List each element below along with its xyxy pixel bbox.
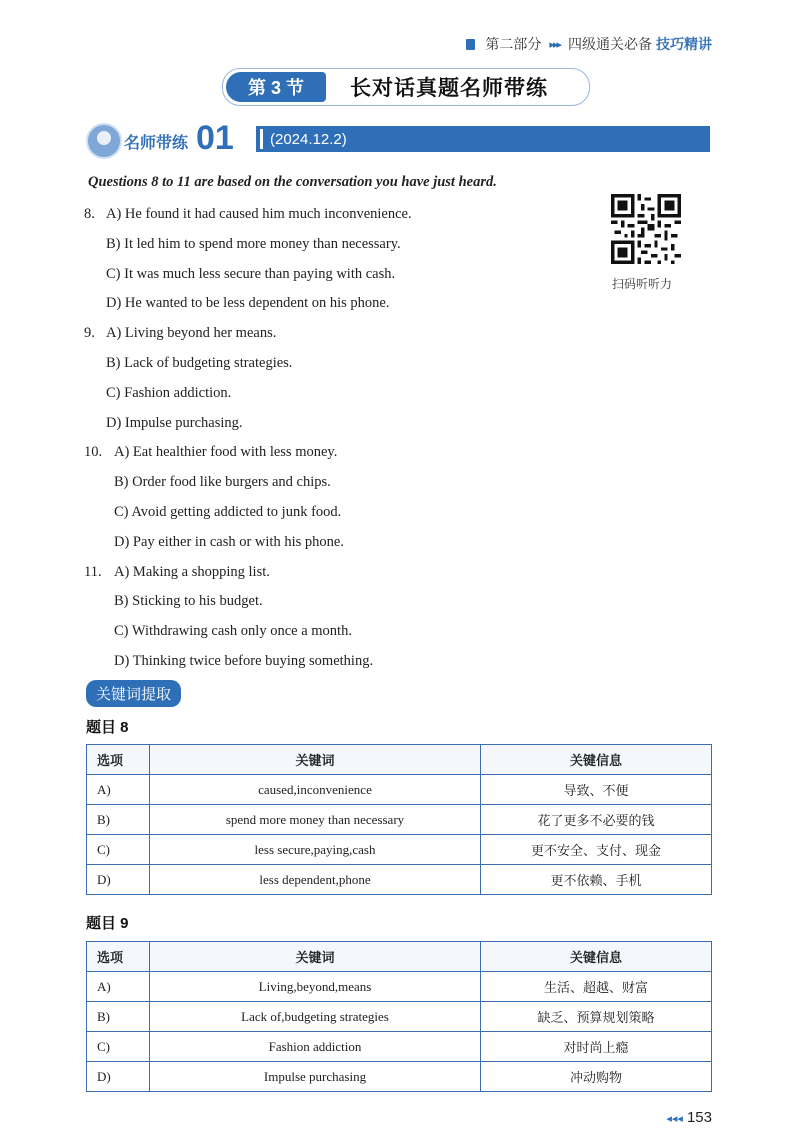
table-cell: B) bbox=[87, 805, 150, 835]
table-cell: Living,beyond,means bbox=[150, 972, 481, 1002]
section-tag: 第 3 节 bbox=[226, 72, 326, 102]
table-cell: D) bbox=[87, 865, 150, 895]
table-cell: 生活、超越、财富 bbox=[481, 972, 712, 1002]
option-row bbox=[84, 587, 604, 617]
option-text: B) Order food like burgers and chips. bbox=[114, 474, 331, 491]
table-8-title: 题目 8 bbox=[86, 719, 129, 736]
qr-code-icon bbox=[611, 194, 681, 264]
option-row bbox=[84, 379, 604, 409]
option-row bbox=[84, 438, 604, 468]
option-text: A) Making a shopping list. bbox=[114, 563, 270, 580]
option-text: B) It led him to spend more money than necessary. bbox=[106, 235, 401, 252]
qr-caption: 扫码听听力 bbox=[612, 277, 673, 291]
exercise-date: (2024.12.2) bbox=[270, 130, 347, 148]
table-row bbox=[87, 1062, 712, 1092]
option-text: C) It was much less secure than paying with cash. bbox=[106, 265, 396, 282]
option-text: B) Sticking to his budget. bbox=[114, 593, 263, 610]
option-text: C) Avoid getting addicted to junk food. bbox=[114, 503, 342, 520]
option-row bbox=[84, 289, 604, 319]
table-cell: B) bbox=[87, 1002, 150, 1032]
table-cell: C) bbox=[87, 835, 150, 865]
question-11 bbox=[84, 558, 604, 677]
option-text: D) Thinking twice before buying something. bbox=[114, 652, 374, 669]
option-row bbox=[84, 528, 604, 558]
option-row bbox=[84, 409, 604, 439]
table-cell: D) bbox=[87, 1062, 150, 1092]
exercise-label: 名师带练 bbox=[124, 135, 189, 152]
question-list bbox=[84, 200, 604, 677]
table-row bbox=[87, 1032, 712, 1062]
question-10 bbox=[84, 438, 604, 557]
section-title: 长对话真题名师带练 bbox=[350, 77, 549, 100]
teacher-avatar-icon bbox=[86, 123, 122, 159]
header-part: 第二部分 bbox=[485, 36, 542, 52]
exercise-date-bar bbox=[256, 126, 710, 152]
question-8 bbox=[84, 200, 604, 319]
book-icon bbox=[466, 39, 475, 50]
running-head bbox=[466, 34, 712, 54]
page-number bbox=[666, 1109, 712, 1126]
table-row bbox=[87, 775, 712, 805]
option-text: D) Impulse purchasing. bbox=[106, 414, 243, 431]
table-cell: 花了更多不必要的钱 bbox=[481, 805, 712, 835]
option-row bbox=[84, 647, 604, 677]
column-header: 关键信息 bbox=[481, 942, 712, 972]
question-number: 11. bbox=[84, 563, 102, 580]
option-text: D) He wanted to be less dependent on his phone. bbox=[106, 295, 390, 312]
table-header-row bbox=[87, 745, 712, 775]
header-accent: 技巧精讲 bbox=[656, 36, 712, 52]
option-row bbox=[84, 468, 604, 498]
column-header: 关键信息 bbox=[481, 745, 712, 775]
table-cell: 更不安全、支付、现金 bbox=[481, 835, 712, 865]
table-row bbox=[87, 865, 712, 895]
option-text: D) Pay either in cash or with his phone. bbox=[114, 533, 344, 550]
table-cell: spend more money than necessary bbox=[150, 805, 481, 835]
table-cell: Impulse purchasing bbox=[150, 1062, 481, 1092]
table-cell: 冲动购物 bbox=[481, 1062, 712, 1092]
option-row bbox=[84, 498, 604, 528]
section-banner bbox=[222, 68, 590, 106]
table-cell: Lack of,budgeting strategies bbox=[150, 1002, 481, 1032]
table-cell: caused,inconvenience bbox=[150, 775, 481, 805]
table-cell: less dependent,phone bbox=[150, 865, 481, 895]
option-text: C) Withdrawing cash only once a month. bbox=[114, 623, 352, 640]
keyword-table-8 bbox=[86, 744, 712, 895]
option-row bbox=[84, 200, 604, 230]
question-number: 9. bbox=[84, 325, 95, 342]
table-9-title: 题目 9 bbox=[86, 915, 129, 932]
option-row bbox=[84, 260, 604, 290]
table-row bbox=[87, 1002, 712, 1032]
option-text: B) Lack of budgeting strategies. bbox=[106, 354, 293, 371]
question-number: 10. bbox=[84, 444, 103, 461]
option-text: A) He found it had caused him much inconvenience. bbox=[106, 206, 412, 222]
table-cell: A) bbox=[87, 775, 150, 805]
table-cell: 更不依赖、手机 bbox=[481, 865, 712, 895]
option-row bbox=[84, 558, 604, 588]
option-row bbox=[84, 230, 604, 260]
option-text: A) Eat healthier food with less money. bbox=[114, 444, 338, 461]
table-cell: 对时尚上瘾 bbox=[481, 1032, 712, 1062]
option-row bbox=[84, 617, 604, 647]
column-header: 选项 bbox=[87, 942, 150, 972]
header-topic: 四级通关必备 bbox=[568, 36, 652, 52]
option-row bbox=[84, 349, 604, 379]
option-text: A) Living beyond her means. bbox=[106, 325, 277, 342]
question-9 bbox=[84, 319, 604, 438]
table-row bbox=[87, 805, 712, 835]
questions-intro: Questions 8 to 11 are based on the conversation you have just heard. bbox=[88, 174, 497, 190]
arrows-icon: ▸▸▸ bbox=[549, 38, 560, 51]
table-row bbox=[87, 972, 712, 1002]
table-header-row bbox=[87, 942, 712, 972]
option-row bbox=[84, 319, 604, 349]
table-cell: C) bbox=[87, 1032, 150, 1062]
option-text: C) Fashion addiction. bbox=[106, 384, 232, 401]
table-cell: 导致、不便 bbox=[481, 775, 712, 805]
exercise-number: 01 bbox=[196, 119, 234, 157]
column-header: 关键词 bbox=[150, 745, 481, 775]
exercise-header bbox=[86, 121, 710, 159]
table-cell: 缺乏、预算规划策略 bbox=[481, 1002, 712, 1032]
question-number: 8. bbox=[84, 206, 95, 222]
table-row bbox=[87, 835, 712, 865]
table-cell: Fashion addiction bbox=[150, 1032, 481, 1062]
column-header: 关键词 bbox=[150, 942, 481, 972]
column-header: 选项 bbox=[87, 745, 150, 775]
arrows-icon: ◂◂◂ bbox=[666, 1113, 683, 1125]
keyword-section-label: 关键词提取 bbox=[86, 680, 181, 707]
page-number-value: 153 bbox=[686, 1109, 712, 1126]
table-cell: A) bbox=[87, 972, 150, 1002]
table-cell: less secure,paying,cash bbox=[150, 835, 481, 865]
keyword-table-9 bbox=[86, 941, 712, 1092]
